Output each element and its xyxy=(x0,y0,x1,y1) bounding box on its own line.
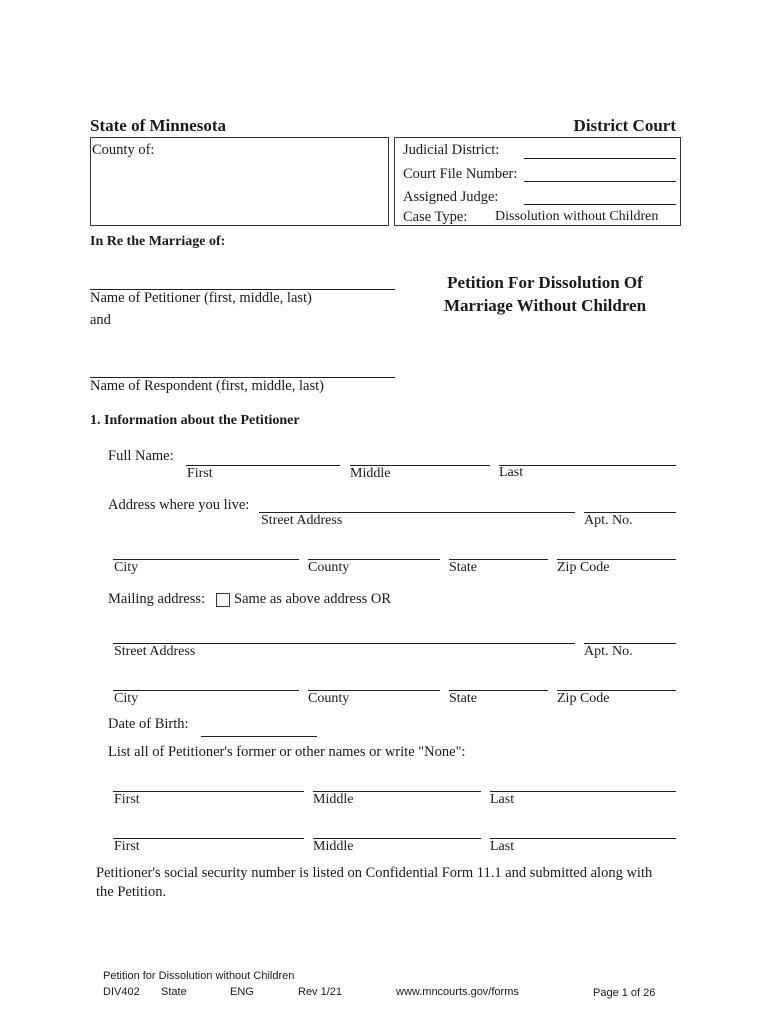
full-name-first-label: First xyxy=(187,466,213,481)
full-name-last-field[interactable] xyxy=(499,465,676,466)
same-as-above-label: Same as above address OR xyxy=(234,591,392,607)
in-re-heading: In Re the Marriage of: xyxy=(90,234,226,249)
former-names-label: List all of Petitioner's former or other names or write "None": xyxy=(108,744,466,760)
footer-page-number: Page 1 of 26 xyxy=(593,987,656,999)
ssn-note-line1: Petitioner's social security number is listed on Confidential Form 11.1 and submitted along with xyxy=(96,865,653,881)
former-name1-last-field[interactable] xyxy=(490,791,676,792)
mailing-county-label: County xyxy=(308,691,350,706)
former-name2-first-label: First xyxy=(114,839,140,854)
address-apt-label: Apt. No. xyxy=(584,513,633,528)
case-type-label: Case Type: xyxy=(403,209,468,225)
footer-language: ENG xyxy=(230,986,254,998)
ssn-note-line2: the Petition. xyxy=(96,884,167,900)
same-as-above-checkbox[interactable] xyxy=(216,593,230,607)
former-name2-last-label: Last xyxy=(490,839,515,854)
mailing-city-field[interactable] xyxy=(113,690,299,691)
mailing-street-label: Street Address xyxy=(114,644,196,659)
judicial-district-label: Judicial District: xyxy=(403,142,500,158)
court-file-field[interactable] xyxy=(524,181,676,182)
former-name2-last-field[interactable] xyxy=(490,838,676,839)
former-name1-first-field[interactable] xyxy=(113,791,304,792)
case-type-value: Dissolution without Children xyxy=(495,209,659,224)
petition-title-line2: Marriage Without Children xyxy=(443,296,647,315)
footer-url[interactable]: www.mncourts.gov/forms xyxy=(396,986,519,998)
state-heading: State of Minnesota xyxy=(90,116,226,135)
address-zip-label: Zip Code xyxy=(557,560,610,575)
petition-title-line1: Petition For Dissolution Of xyxy=(447,273,643,292)
address-state-label: State xyxy=(449,560,477,575)
full-name-middle-label: Middle xyxy=(350,466,391,481)
assigned-judge-label: Assigned Judge: xyxy=(403,189,499,205)
mailing-apt-label: Apt. No. xyxy=(584,644,633,659)
former-name2-first-field[interactable] xyxy=(113,838,304,839)
respondent-name-label: Name of Respondent (first, middle, last) xyxy=(90,378,324,394)
footer-jurisdiction: State xyxy=(161,986,187,998)
address-street-label: Street Address xyxy=(261,513,343,528)
full-name-label: Full Name: xyxy=(108,448,174,464)
dob-field[interactable] xyxy=(201,736,317,737)
dob-label: Date of Birth: xyxy=(108,716,189,732)
former-name1-last-label: Last xyxy=(490,792,515,807)
assigned-judge-field[interactable] xyxy=(524,204,676,205)
petitioner-name-label: Name of Petitioner (first, middle, last) xyxy=(90,290,312,306)
footer-form-code: DIV402 xyxy=(103,986,140,998)
footer-revision: Rev 1/21 xyxy=(298,986,343,998)
court-file-label: Court File Number: xyxy=(403,166,518,182)
and-label: and xyxy=(90,312,111,328)
former-name1-first-label: First xyxy=(114,792,140,807)
full-name-last-label: Last xyxy=(499,465,524,480)
former-name2-middle-label: Middle xyxy=(313,839,354,854)
address-city-label: City xyxy=(114,560,139,575)
county-label: County of: xyxy=(92,142,155,158)
judicial-district-field[interactable] xyxy=(524,158,676,159)
address-city-field[interactable] xyxy=(113,559,299,560)
mailing-city-label: City xyxy=(114,691,139,706)
address-county-label: County xyxy=(308,560,350,575)
mailing-state-label: State xyxy=(449,691,477,706)
court-heading: District Court xyxy=(573,116,676,135)
mailing-zip-label: Zip Code xyxy=(557,691,610,706)
former-name1-middle-label: Middle xyxy=(313,792,354,807)
footer-form-title: Petition for Dissolution without Children xyxy=(103,970,295,982)
address-label: Address where you live: xyxy=(108,497,250,513)
mailing-label: Mailing address: xyxy=(108,591,206,607)
section1-heading: 1. Information about the Petitioner xyxy=(90,413,300,428)
